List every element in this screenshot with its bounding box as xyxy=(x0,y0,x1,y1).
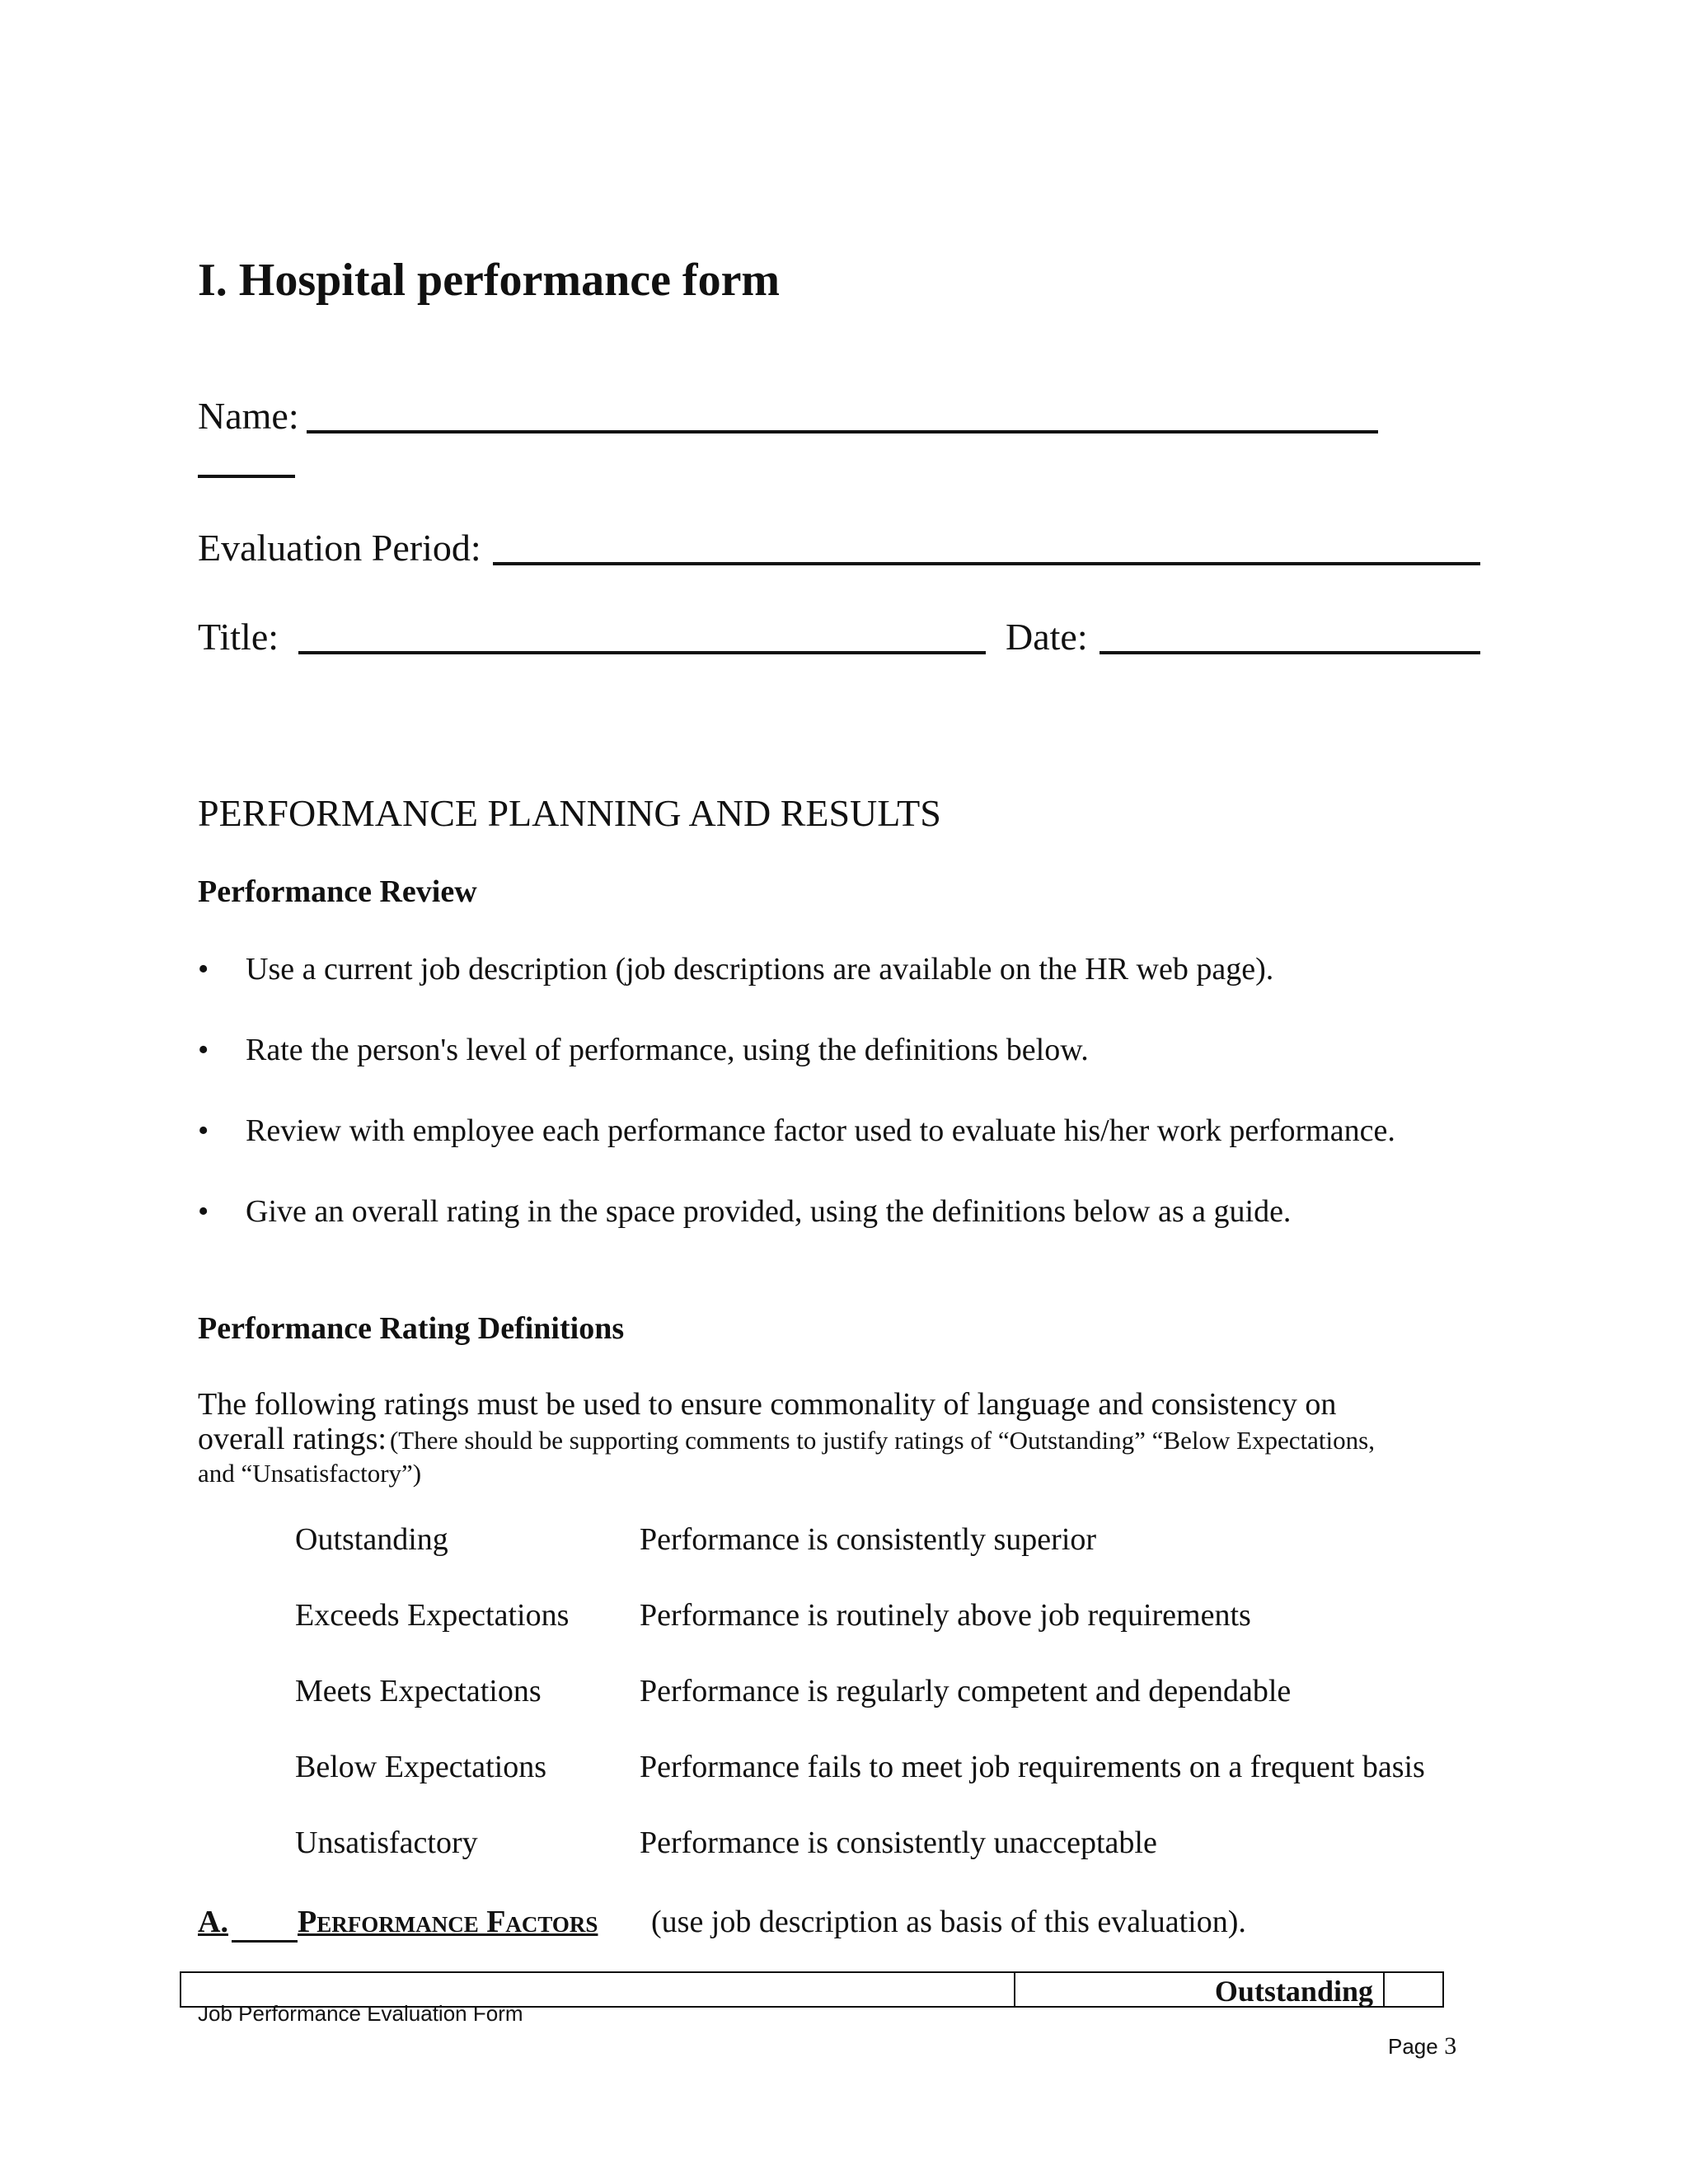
rating-intro-line-2 xyxy=(198,1421,1375,1457)
rating-term: Below Expectations xyxy=(295,1750,546,1784)
rating-label-cell xyxy=(1014,1971,1385,2008)
bullet-icon: • xyxy=(198,1033,209,1067)
name-field-line[interactable] xyxy=(307,430,1378,434)
title-field-line[interactable] xyxy=(298,651,986,654)
name-field-line-continued[interactable] xyxy=(198,475,295,478)
date-field-line[interactable] xyxy=(1100,651,1480,654)
title-label: Title: xyxy=(198,616,279,658)
list-item-text: Rate the person's level of performance, using the definitions below. xyxy=(246,1033,1089,1067)
rating-intro-line-1: The following ratings must be used to ensure commonality of language and consistency on xyxy=(198,1387,1337,1422)
rating-term: Unsatisfactory xyxy=(295,1825,478,1860)
performance-review-heading: Performance Review xyxy=(198,874,477,909)
rating-term: Outstanding xyxy=(295,1522,448,1557)
date-label: Date: xyxy=(1006,616,1088,658)
rating-definition: Performance is regularly competent and dependable xyxy=(640,1674,1292,1708)
page-title: I. Hospital performance form xyxy=(198,255,781,306)
rating-definition: Performance is routinely above job requirements xyxy=(640,1598,1251,1633)
page-label: Page xyxy=(1388,2034,1438,2059)
rating-label: Outstanding xyxy=(1214,1975,1373,2008)
performance-factors-title: Performance Factors xyxy=(298,1905,598,1939)
rating-intro-lead: overall ratings: xyxy=(198,1422,387,1456)
list-item-text: Review with employee each performance factor used to evaluate his/her work performance. xyxy=(246,1113,1395,1148)
rating-definition: Performance fails to meet job requirements on a frequent basis xyxy=(640,1750,1425,1784)
evaluation-period-label: Evaluation Period: xyxy=(198,527,481,569)
evaluation-period-field-line[interactable] xyxy=(493,562,1480,565)
rating-term: Exceeds Expectations xyxy=(295,1598,570,1633)
section-heading: PERFORMANCE PLANNING AND RESULTS xyxy=(198,792,941,834)
page-number: 3 xyxy=(1444,2032,1457,2060)
bullet-icon: • xyxy=(198,1194,209,1229)
rating-definition: Performance is consistently superior xyxy=(640,1522,1097,1557)
rating-intro-note: (There should be supporting comments to justify ratings of “Outstanding” “Below Expectations, xyxy=(389,1426,1375,1455)
performance-factors-note: (use job description as basis of this evaluation). xyxy=(651,1905,1246,1939)
footer-page-number xyxy=(1388,2032,1456,2060)
list-item-text: Give an overall rating in the space provided, using the definitions below as a guide. xyxy=(246,1194,1292,1229)
bullet-icon: • xyxy=(198,1113,209,1148)
performance-factors-letter: A. xyxy=(198,1905,228,1939)
rating-intro-line-3: and “Unsatisfactory”) xyxy=(198,1459,422,1488)
rating-definitions-heading: Performance Rating Definitions xyxy=(198,1311,625,1346)
rating-checkbox[interactable] xyxy=(1383,1971,1444,2008)
performance-factors-underline xyxy=(232,1940,298,1943)
rating-definition: Performance is consistently unacceptable xyxy=(640,1825,1157,1860)
footer-form-name: Job Performance Evaluation Form xyxy=(198,2001,523,2026)
name-label: Name: xyxy=(198,395,299,437)
bullet-icon: • xyxy=(198,952,209,987)
rating-term: Meets Expectations xyxy=(295,1674,542,1708)
list-item-text: Use a current job description (job descriptions are available on the HR web page). xyxy=(246,952,1274,987)
